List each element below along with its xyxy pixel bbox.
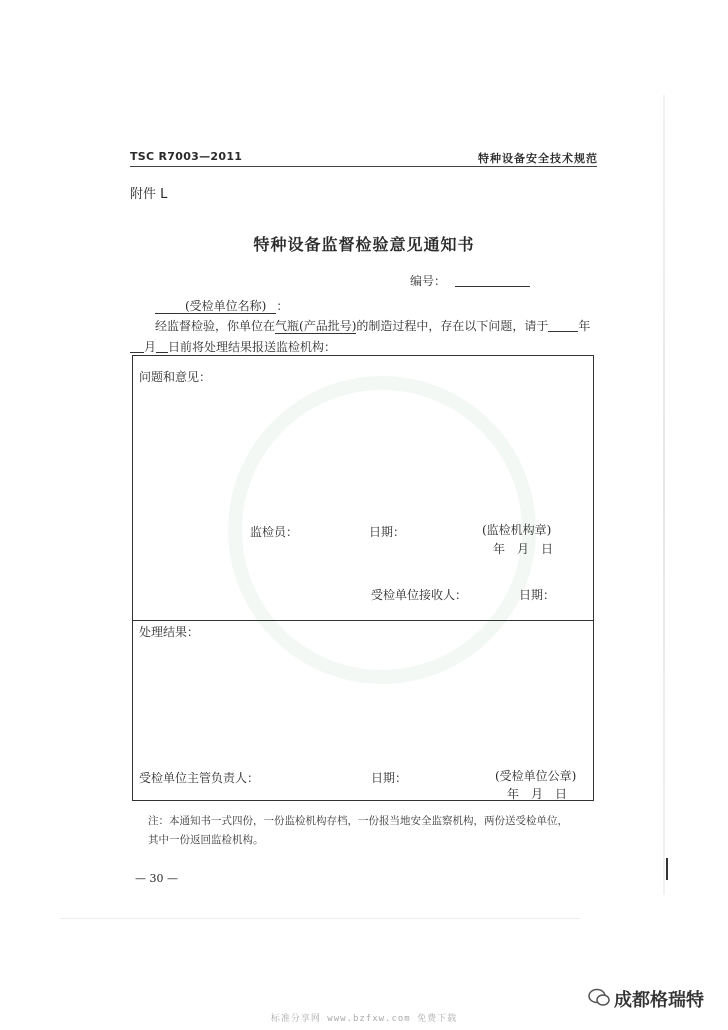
product-batch: 气瓶(产品批号): [275, 319, 357, 333]
watermark-site: 标准分享网 www.bzfxw.com 免费下载: [270, 1014, 458, 1024]
company-seal: (受检单位公章): [495, 769, 577, 783]
footnote-line-1: 注：本通知书一式四份，一份监检机构存档，一份报当地安全监察机构，两份送受检单位，: [148, 815, 568, 827]
body-text-2b: 日前将处理结果报送监检机构：: [168, 340, 337, 354]
month-blank: [130, 340, 144, 353]
footnote: [148, 812, 608, 850]
recipient-line: [155, 297, 288, 314]
notice-form: [132, 355, 594, 801]
date-label-1: 日期：: [369, 525, 406, 539]
result-label: 处理结果：: [139, 625, 200, 639]
attachment-label: 附件 L: [130, 187, 168, 202]
year-label: 年: [578, 319, 591, 333]
document-title: 特种设备监督检验意见通知书: [253, 235, 475, 254]
month-label: 月: [144, 340, 157, 354]
body-text-1a: 经监督检验，你单位在: [155, 319, 276, 333]
recipient-suffix: ：: [276, 299, 289, 313]
footnote-line-2: 其中一份返回监检机构。: [148, 834, 264, 846]
body-line-2: [130, 338, 336, 355]
series-title: 特种设备安全技术规范: [478, 152, 598, 165]
serial-number-blank: [455, 286, 530, 287]
manager-label: 受检单位主管负责人：: [139, 771, 260, 785]
serial-number-label: 编号：: [410, 274, 447, 288]
wechat-icon: [588, 988, 610, 1008]
agency-seal: (监检机构章): [482, 523, 552, 537]
section-divider: [133, 620, 593, 621]
day-blank: [156, 340, 168, 353]
issues-label: 问题和意见：: [139, 370, 212, 384]
page-edge-mark: [666, 858, 668, 880]
watermark-brand: 成都格瑞特: [614, 990, 704, 1011]
date-ymd-2: 年 月 日: [507, 787, 568, 801]
inspector-label: 监检员：: [250, 525, 299, 539]
year-blank: [548, 319, 578, 332]
body-line-1: [155, 317, 590, 334]
date-ymd-1: 年 月 日: [493, 542, 554, 556]
header-rule: [130, 166, 597, 167]
recipient-name-placeholder: (受检单位名称): [155, 299, 276, 314]
page-bottom-edge: [60, 918, 580, 919]
receiver-label: 受检单位接收人：: [371, 588, 468, 602]
body-text-1b: 的制造过程中，存在以下问题，请于: [356, 319, 549, 333]
page-edge: [663, 95, 665, 895]
standard-code: TSC R7003—2011: [130, 150, 243, 163]
date-label-2: 日期：: [519, 588, 556, 602]
page-number: — 30 —: [135, 872, 178, 885]
date-label-3: 日期：: [371, 771, 408, 785]
